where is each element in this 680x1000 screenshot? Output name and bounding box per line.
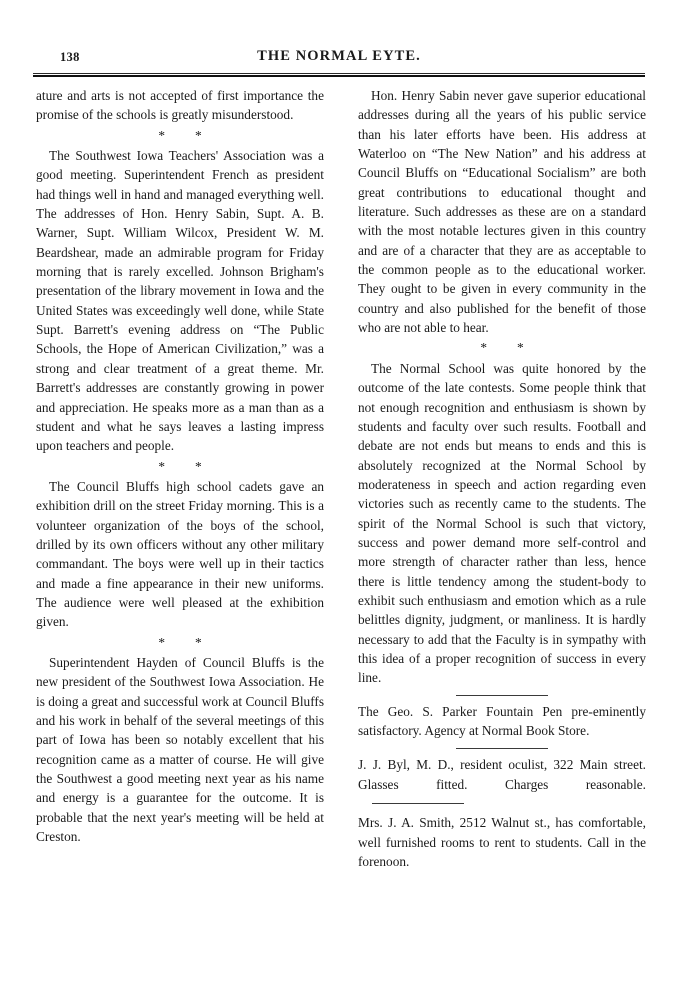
paragraph-continued: ature and arts is not accepted of first importance the promise of the schools is greatly misunderstood. [36,88,324,123]
left-text-column [36,86,324,846]
header-rule-thin [33,73,645,74]
paragraph-normal-school-contests: The Normal School was quite honored by the outcome of the late contests. Some people think that not enough recognition and enthusiasm is shown by students and faculty over such results. Football and debate are not ends but means to ends and this is absolutely recognized at the Normal School by moderateness in speech and action regarding even victories such as recently came to the students. The spirit of the Normal School is such that victory, success and power demand more self-control and more strength of character rather than less, hence there is little tendency among the student-body to exhibit such enthusiasm and emotion which as a rule belittles dignity, judgment, or manliness. It is hardly necessary to add that the Faculty is in sympathy with this idea of a proper recognition of success in every line. [358,360,646,686]
asterisk-separator [36,633,324,652]
ad-rule-line [456,748,548,749]
paragraph-henry-sabin-addresses: Hon. Henry Sabin never gave superior educational addresses during all the years of his public service than his later efforts have been. His address at Waterloo on “The New Nation” and his address at Council Bluffs on “Educational Socialism” are both great contributions to educational thought and literature. Such addresses as these are on a standard with the most notable lectures given in this country and are of a character that they are as acceptable to the common people as to the educational worker. They ought to be given in every community in the country and also published for the benefit of those who are not able to hear. [358,88,646,336]
page-number: 138 [60,50,80,64]
header-rule-thick [33,75,645,77]
ad-divider-rule [358,748,646,749]
asterisk-glyph: * [195,634,202,650]
asterisk-separator [36,126,324,145]
ad-rule-line [456,695,548,696]
header-divider-rule [33,73,645,77]
asterisk-glyph: * [158,127,165,143]
publication-title: THE NORMAL EYTE. [257,48,421,64]
asterisk-glyph: * [195,127,202,143]
asterisk-separator [36,457,324,476]
page-running-head [33,48,645,70]
ad-rule-line [372,803,464,804]
asterisk-glyph: * [517,340,524,356]
asterisk-separator [358,338,646,357]
paragraph-superintendent-hayden: Superintendent Hayden of Council Bluffs is the new president of the Southwest Iowa Association. He is doing a great and successful work at Council Bluffs and his work in behalf of the several meetings of this part of Iowa has been so notably excellent that his recognition came as a matter of course. He will give the Southwest a good meeting next year as his name and energy is a guarantee for the outcome. It is probable that the next year's meeting will be held at Creston. [36,654,324,845]
paragraph-southwest-iowa-teachers-association: The Southwest Iowa Teachers' Association was a good meeting. Superintendent French as president had things well in hand and managed everything well. The addresses of Hon. Henry Sabin, Supt. A. B. Warner, Supt. William Wilcox, President W. M. Beardshear, made an admirable program for Friday morning that is rarely excelled. Johnson Brigham's presentation of the library movement in Iowa and the United States was exceedingly well done, while State Supt. Barrett's evening address on “The Public Schools, the Hope of American Civilization,” was a strong and clear treatment of a great theme. Mr. Barrett's addresses are constantly growing in power and appreciation. He speaks more as a man than as a student and what he says leaves a lasting impress upon teachers and people. [36,148,324,454]
ad-divider-rule [358,695,646,696]
ad-mrs-smith-rooms: Mrs. J. A. Smith, 2512 Walnut st., has comfortable, well furnished rooms to rent to students. Call in the forenoon. [358,815,646,869]
asterisk-glyph: * [195,458,202,474]
classified-advertisements [358,695,646,872]
ad-parker-fountain-pen: The Geo. S. Parker Fountain Pen pre-eminently satisfactory. Agency at Normal Book Store. [358,704,646,739]
asterisk-glyph: * [158,458,165,474]
asterisk-glyph: * [158,634,165,650]
right-text-column [358,86,646,871]
ad-jj-byl-oculist [358,755,646,813]
paragraph-council-bluffs-cadets: The Council Bluffs high school cadets gave an exhibition drill on the street Friday morning. This is a volunteer organization of the boys of the school, drilled by its own officers without any other military commandant. The boys were well up in their tactics and made a fine appearance in their new uniforms. The audience were well pleased at the exhibition given. [36,478,324,630]
ad-jj-byl-text: J. J. Byl, M. D., resident oculist, 322 Main street. Glasses fitted. Charges reasonable. [358,757,646,792]
asterisk-glyph: * [480,340,487,356]
